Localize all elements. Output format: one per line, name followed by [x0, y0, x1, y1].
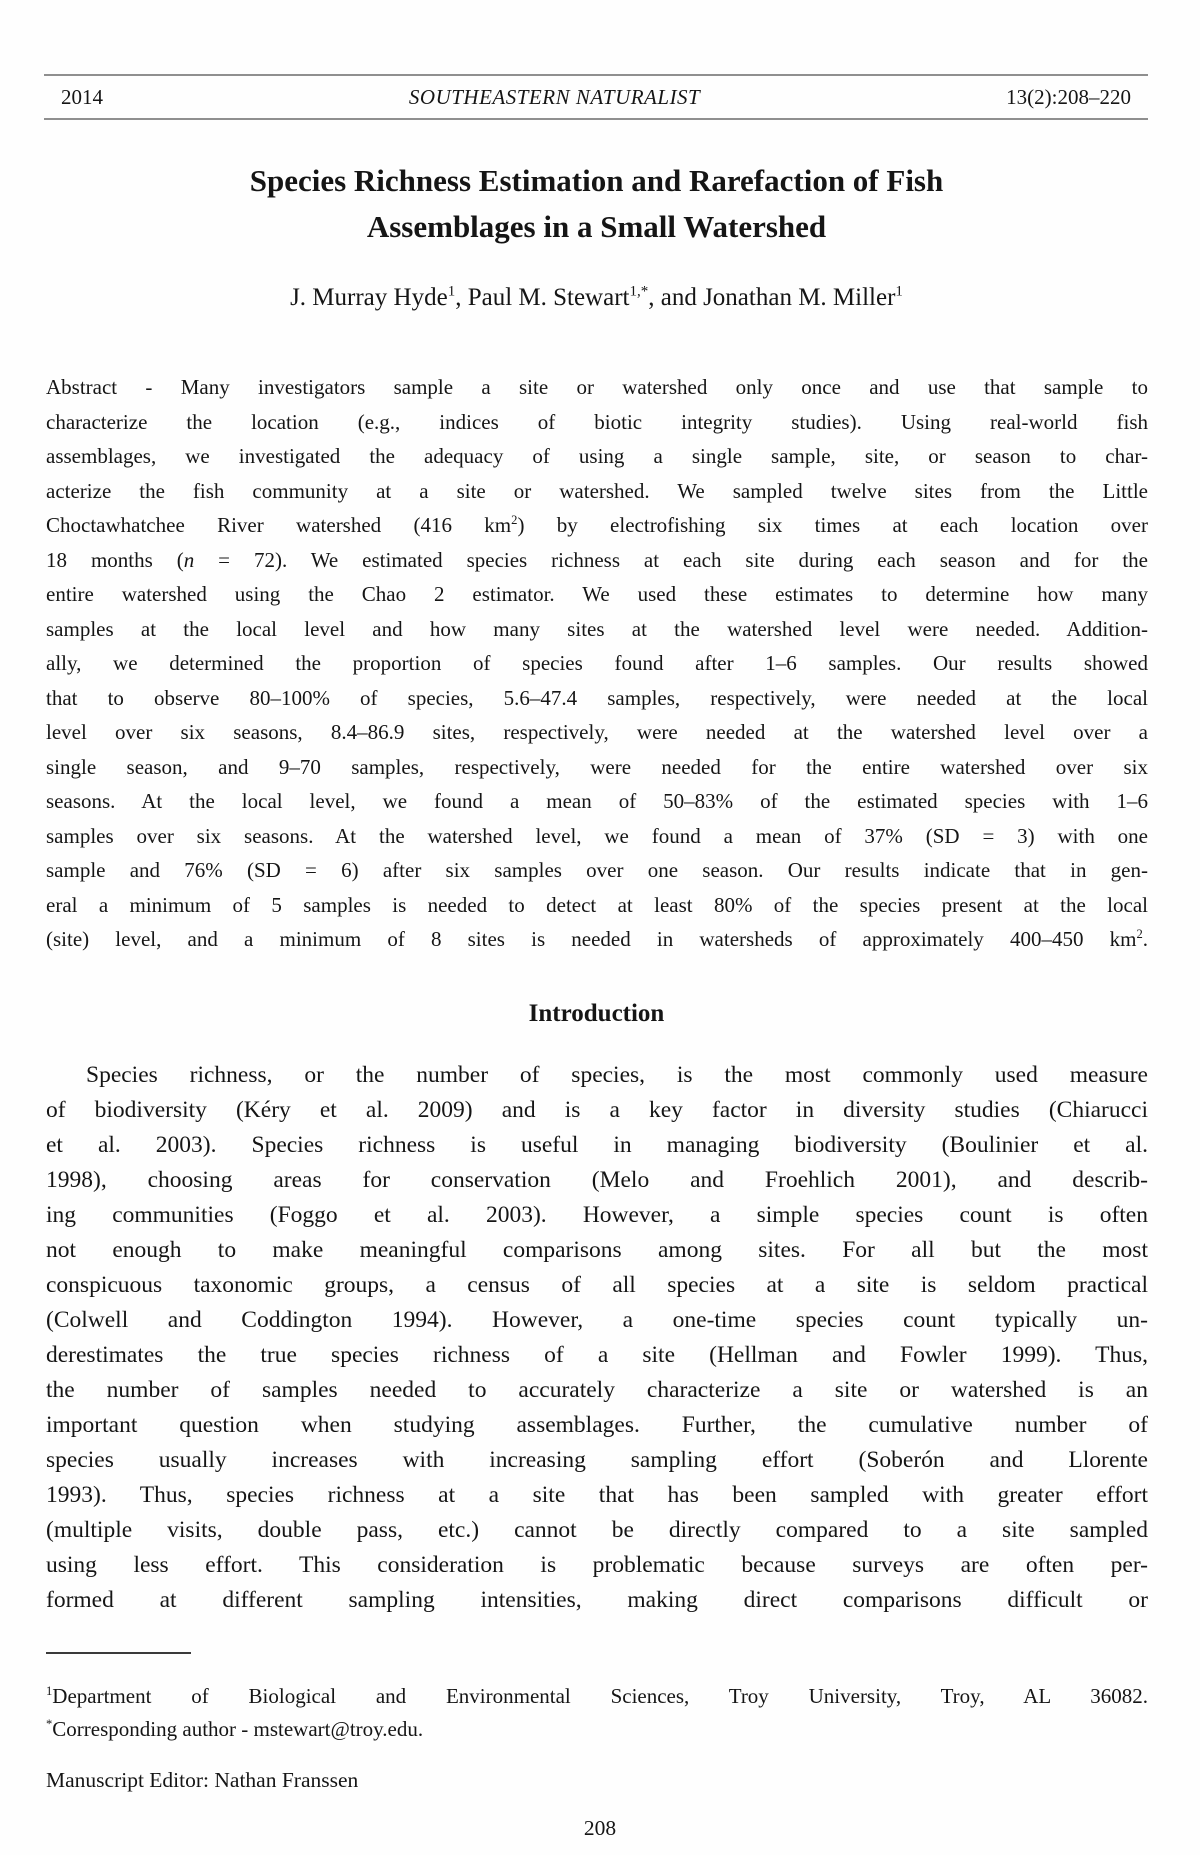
abstract-text-line: entire watershed using the Chao 2 estimator. We used these estimates to determine how many — [46, 582, 1148, 606]
introduction-text-line: (multiple visits, double pass, etc.) cannot be directly compared to a site sampled — [46, 1517, 1148, 1543]
abstract-text-line: Abstract - Many investigators sample a site or watershed only once and use that sample to — [46, 375, 1148, 399]
introduction-text-line: (Colwell and Coddington 1994). However, a one-time species count typically un- — [46, 1307, 1148, 1333]
introduction-text-line: 1998), choosing areas for conservation (Melo and Froehlich 2001), and describ- — [46, 1167, 1148, 1193]
running-head — [44, 74, 1148, 120]
abstract-text-line: level over six seasons, 8.4–86.9 sites, respectively, were needed at the watershed level over a — [46, 720, 1148, 744]
abstract-text-line: ally, we determined the proportion of species found after 1–6 samples. Our results showed — [46, 651, 1148, 675]
introduction-text-line: not enough to make meaningful comparisons among sites. For all but the most — [46, 1237, 1148, 1263]
footnote-separator-rule — [46, 1652, 191, 1654]
introduction-text-line: the number of samples needed to accurately characterize a site or watershed is an — [46, 1377, 1148, 1403]
footnote-text-line: $^1$Department of Biological and Environmental Sciences, Troy University, Troy, AL 36082. — [46, 1684, 1148, 1708]
article-title-line-2: Assemblages in a Small Watershed — [366, 209, 827, 244]
abstract-text-line: eral a minimum of 5 samples is needed to detect at least 80% of the species present at the local — [46, 892, 1148, 917]
abstract-text-line: that to observe 80–100% of species, 5.6–47.4 samples, respectively, were needed at the local — [46, 685, 1148, 710]
introduction-text-line: of biodiversity (Kéry et al. 2009) and is a key factor in diversity studies (Chiarucci — [46, 1097, 1148, 1123]
article-title-line-1: Species Richness Estimation and Rarefaction of Fish — [249, 163, 944, 198]
introduction-text-line: species usually increases with increasing sampling effort (Soberón and Llorente — [46, 1447, 1148, 1473]
introduction-text-line: conspicuous taxonomic groups, a census of all species at a site is seldom practical — [46, 1272, 1148, 1298]
page-number: 208 — [583, 1816, 617, 1840]
abstract-text-line: sample and 76% (SD = 6) after six samples over one season. Our results indicate that in gen- — [46, 858, 1148, 882]
introduction-text-line: important question when studying assemblages. Further, the cumulative number of — [46, 1412, 1148, 1438]
header-volume-citation: 13(2):208–220 — [1006, 84, 1131, 109]
abstract-text-line: assemblages, we investigated the adequacy of using a single sample, site, or season to char- — [46, 444, 1148, 468]
introduction-text-line: formed at different sampling intensities, making direct comparisons difficult or — [46, 1587, 1148, 1613]
footnote-block — [46, 1680, 1148, 1746]
abstract-text-line: 18 months (n = 72). We estimated species richness at each site during each season and for the — [46, 547, 1148, 572]
introduction-text-line: ing communities (Foggo et al. 2003). However, a simple species count is often — [46, 1202, 1148, 1228]
introduction-text-line: using less effort. This consideration is problematic because surveys are often per- — [46, 1552, 1148, 1578]
author-byline: J. Murray Hyde$^1$, Paul M. Stewart$^{1,*}$, and Jonathan M. Miller$^1$ — [290, 283, 903, 311]
abstract-text-line: samples over six seasons. At the watershed level, we found a mean of 37% (SD = 3) with one — [46, 823, 1148, 848]
introduction-text-line: Species richness, or the number of species, is the most commonly used measure — [86, 1062, 1148, 1088]
introduction-text-line: et al. 2003). Species richness is useful in managing biodiversity (Boulinier et al. — [46, 1132, 1148, 1158]
introduction-heading: Introduction — [528, 1000, 665, 1027]
introduction-text-line: derestimates the true species richness of a site (Hellman and Fowler 1999). Thus, — [46, 1342, 1148, 1368]
header-journal-name: SOUTHEASTERN NATURALIST — [408, 84, 701, 109]
introduction-paragraph — [46, 1058, 1148, 1618]
abstract-text-line: (site) level, and a minimum of 8 sites is needed in watersheds of approximately 400–450 $km^2$. — [46, 927, 1148, 951]
footnote-text-line: *Corresponding author - mstewart@troy.edu. — [46, 1717, 424, 1741]
abstract-text-line: samples at the local level and how many sites at the watershed level were needed. Addition- — [46, 616, 1148, 641]
introduction-text-line: 1993). Thus, species richness at a site that has been sampled with greater effort — [46, 1482, 1148, 1508]
abstract-text-line: seasons. At the local level, we found a mean of 50–83% of the estimated species with 1–6 — [46, 789, 1148, 813]
abstract-text-line: acterize the fish community at a site or watershed. We sampled twelve sites from the Little — [46, 478, 1148, 503]
manuscript-editor-line: Manuscript Editor: Nathan Franssen — [46, 1768, 359, 1792]
abstract-text-line: single season, and 9–70 samples, respectively, were needed for the entire watershed over six — [46, 754, 1148, 779]
abstract-text-line: characterize the location (e.g., indices of biotic integrity studies). Using real-world fish — [46, 409, 1148, 434]
abstract-paragraph — [46, 370, 1148, 957]
header-year: 2014 — [61, 84, 103, 109]
article-title — [45, 158, 1148, 250]
abstract-text-line: Choctawhatchee River watershed (416 $km^2$) by electrofishing six times at each location over — [46, 513, 1148, 537]
